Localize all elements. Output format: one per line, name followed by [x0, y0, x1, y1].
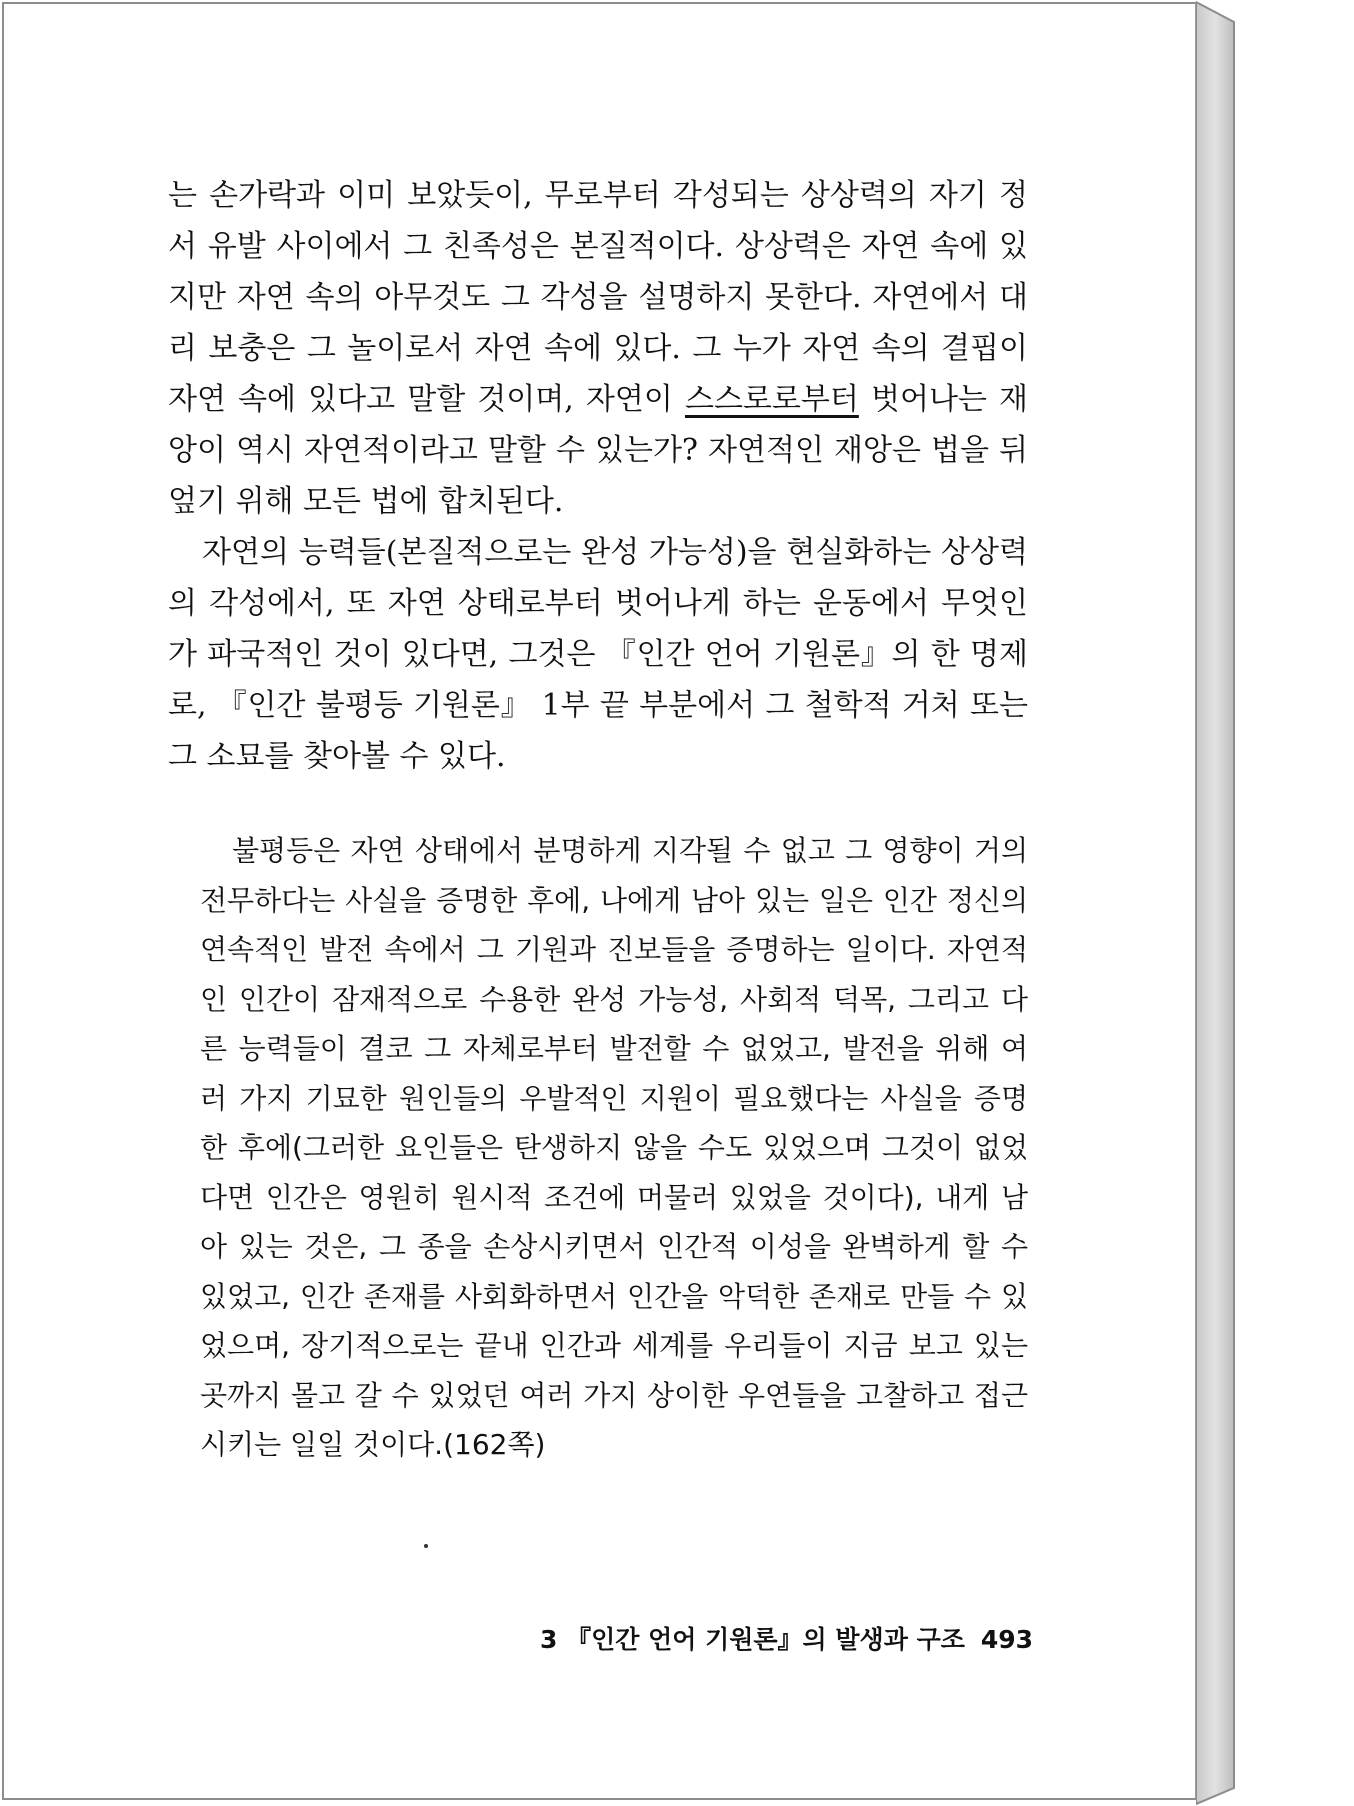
stray-mark: [424, 1544, 428, 1548]
block-quote: 불평등은 자연 상태에서 분명하게 지각될 수 없고 그 영향이 거의 전무하다는 사실을 증명한 후에, 나에게 남아 있는 일은 인간 정신의 연속적인 발전 속에서 그 기원과 진보들을 증명하는 일이다. 자연적인 인간이 잠재적으로 수용한 완성 가능성, 사회적 덕목, 그리고 다른 능력들이 결코 그 자체로부터 발전할 수 없었고, 발전을 위해 여러 가지 기묘한 원인들의 우발적인 지원이 필요했다는 사실을 증명한 후에(그러한 요인들은 탄생하지 않을 수도 있었으며 그것이 없었다면 인간은 영원히 원시적 조건에 머물러 있었을 것이다), 내게 남아 있는 것은, 그 종을 손상시키면서 인간적 이성을 완벽하게 할 수 있었고, 인간 존재를 사회화하면서 인간을 악덕한 존재로 만들 수 있었으며, 장기적으로는 끝내 인간과 세계를 우리들이 지금 보고 있는 곳까지 몰고 갈 수 있었던 여러 가지 상이한 우연들을 고찰하고 접근시키는 일일 것이다.(162쪽): [200, 834, 1028, 1461]
body-paragraph-1: [168, 170, 1028, 527]
paragraph-1-text-b: 벗어나는 재앙이 역시 자연적이라고 말할 수 있는가? 자연적인 재앙은 법을 뒤엎기 위해 모든 법에 합치된다.: [168, 382, 1028, 519]
running-footer: [540, 1620, 1034, 1656]
underlined-phrase: 스스로로부터: [684, 382, 859, 417]
page-edge: [1196, 0, 1244, 1806]
paragraph-1-text-a: 는 손가락과 이미 보았듯이, 무로부터 각성되는 상상력의 자기 정서 유발 사이에서 그 친족성은 본질적이다. 상상력은 자연 속에 있지만 자연 속의 아무것도 그 각성을 설명하지 못한다. 자연에서 대리 보충은 그 놀이로서 자연 속에 있다. 그 누가 자연 속의 결핍이 자연 속에 있다고 말할 것이며, 자연이: [168, 178, 1028, 417]
running-title: 3 『인간 언어 기원론』의 발생과 구조: [540, 1625, 965, 1654]
body-paragraph-2: 자연의 능력들(본질적으로는 완성 가능성)을 현실화하는 상상력의 각성에서, 또 자연 상태로부터 벗어나게 하는 운동에서 무엇인가 파국적인 것이 있다면, 그것은 『인간 언어 기원론』의 한 명제로, 『인간 불평등 기원론』 1부 끝 부분에서 그 철학적 거처 또는 그 소묘를 찾아볼 수 있다.: [168, 535, 1028, 774]
page-number: 493: [980, 1625, 1034, 1654]
